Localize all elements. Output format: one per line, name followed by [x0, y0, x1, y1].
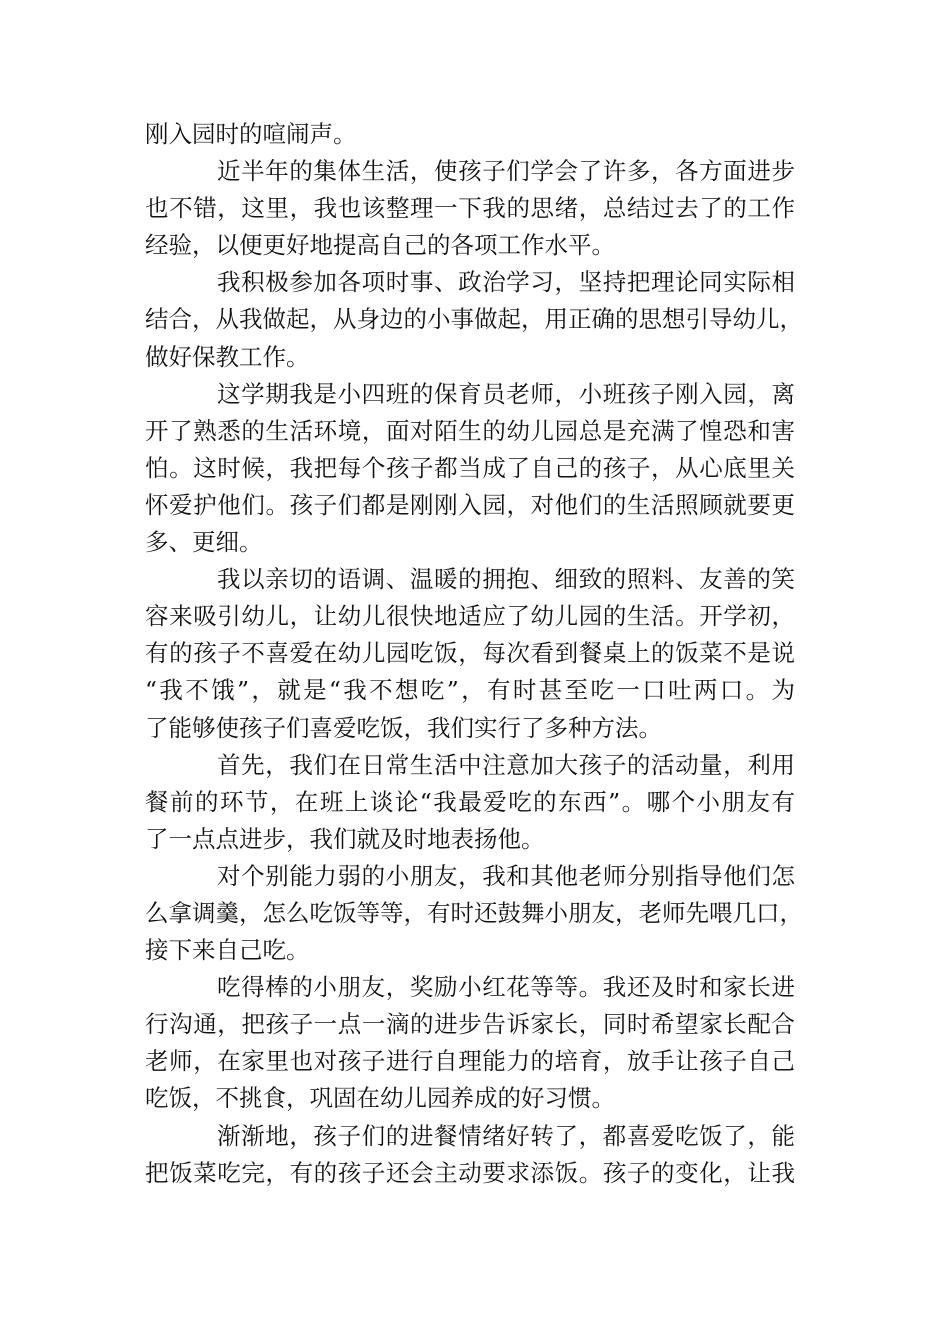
- text-line: 吃饭，不挑食，巩固在幼儿园养成的好习惯。: [145, 1084, 615, 1113]
- text-line: “我不饿”，就是“我不想吃”，有时甚至吃一口吐两口。为: [145, 676, 795, 705]
- text-line: 怀爱护他们。孩子们都是刚刚入园，对他们的生活照顾就要更: [145, 490, 795, 519]
- text-line: 对个别能力弱的小朋友，我和其他老师分别指导他们怎: [217, 861, 795, 890]
- text-line: 行沟通，把孩子一点一滴的进步告诉家长，同时希望家长配合: [145, 1010, 795, 1039]
- text-line: 首先，我们在日常生活中注意加大孩子的活动量，利用: [217, 750, 795, 779]
- text-line: 接下来自己吃。: [145, 936, 310, 965]
- text-line: 有的孩子不喜爱在幼儿园吃饭，每次看到餐桌上的饭菜不是说: [145, 639, 795, 668]
- text-line: 结合，从我做起，从身边的小事做起，用正确的思想引导幼儿，: [145, 305, 803, 334]
- text-line: 了一点点进步，我们就及时地表扬他。: [145, 824, 545, 853]
- text-line: 我以亲切的语调、温暖的拥抱、细致的照料、友善的笑: [217, 565, 795, 594]
- text-line: 这学期我是小四班的保育员老师，小班孩子刚入园，离: [217, 379, 795, 408]
- text-line: 做好保教工作。: [145, 342, 310, 371]
- text-line: 也不错，这里，我也该整理一下我的思绪，总结过去了的工作: [145, 194, 795, 223]
- text-line: 刚入园时的喧闹声。: [145, 120, 357, 148]
- text-line: 近半年的集体生活，使孩子们学会了许多，各方面进步: [217, 157, 795, 186]
- text-line: 多、更细。: [145, 528, 263, 557]
- text-line: 了能够使孩子们喜爱吃饭，我们实行了多种方法。: [145, 713, 662, 742]
- text-line: 渐渐地，孩子们的进餐情绪好转了，都喜爱吃饭了，能: [217, 1121, 795, 1150]
- text-line: 把饭菜吃完，有的孩子还会主动要求添饭。孩子的变化，让我: [145, 1158, 795, 1187]
- text-line: 老师，在家里也对孩子进行自理能力的培育，放手让孩子自己: [145, 1047, 795, 1076]
- text-line: 怕。这时候，我把每个孩子都当成了自己的孩子，从心底里关: [145, 453, 795, 482]
- text-line: 经验，以便更好地提高自己的各项工作水平。: [145, 231, 615, 260]
- text-line: 我积极参加各项时事、政治学习，坚持把理论同实际相: [217, 268, 795, 297]
- text-line: 么拿调羹，怎么吃饭等等，有时还鼓舞小朋友，老师先喂几口，: [145, 898, 803, 927]
- text-line: 餐前的环节，在班上谈论“我最爱吃的东西”。哪个小朋友有: [145, 787, 795, 816]
- document-body: [145, 116, 803, 1192]
- text-line: 容来吸引幼儿，让幼儿很快地适应了幼儿园的生活。开学初，: [145, 602, 795, 631]
- text-line: 开了熟悉的生活环境，面对陌生的幼儿园总是充满了惶恐和害: [145, 416, 795, 445]
- text-line: 吃得棒的小朋友，奖励小红花等等。我还及时和家长进: [217, 973, 795, 1002]
